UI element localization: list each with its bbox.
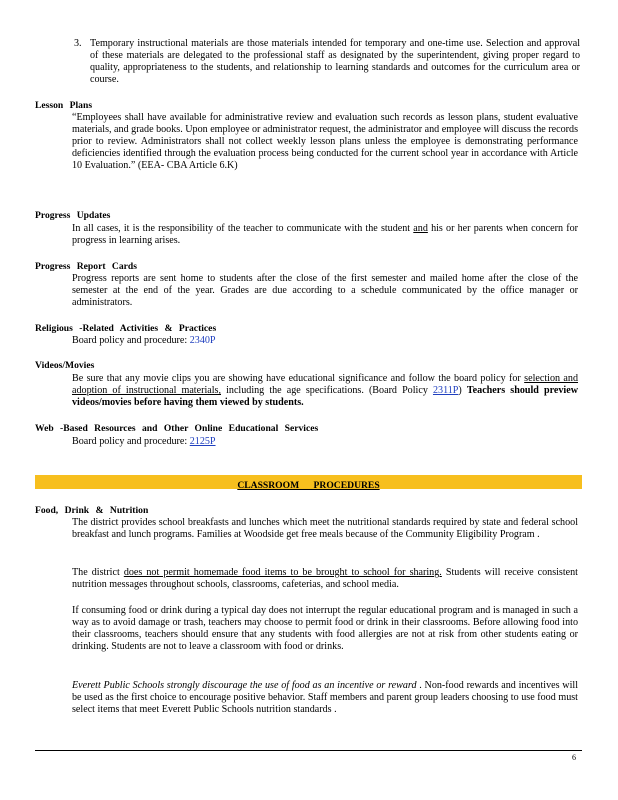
videos-bold-text: Teachers should preview videos/movies before having them viewed by students. [72, 385, 579, 409]
web-resources-label: Board policy and procedure: [72, 436, 190, 447]
food-p4-italic: Everett Public Schools strongly discourage the use of food as an incentive or reward [72, 680, 417, 691]
progress-updates-text [72, 223, 578, 247]
list-item-3 [74, 38, 580, 86]
videos-heading: Videos/Movies [35, 360, 95, 371]
videos-text [72, 373, 578, 409]
religious-text [72, 335, 578, 347]
classroom-procedures-banner [35, 475, 582, 489]
footer-rule [35, 750, 582, 751]
progress-updates-heading: Progress Updates [35, 210, 111, 221]
progress-report-cards-heading: Progress Report Cards [35, 261, 137, 272]
food-paragraph-2 [72, 567, 578, 591]
religious-label: Board policy and procedure: [72, 335, 190, 346]
videos-text-part: ) [458, 385, 467, 397]
policy-link-2125p[interactable]: 2125P [189, 436, 216, 447]
food-paragraph-4 [72, 680, 578, 716]
videos-text-part: including the age specifications. (Board Policy [221, 385, 433, 397]
food-p2-text: The district [72, 567, 124, 578]
food-paragraph-3: If consuming food or drink during a typical day does not interrupt the regular educational program and is managed in such a way as to avoid damage or trash, teachers may choose to permit food or drink in their classrooms. Before allowing food into their classrooms, teachers should ensure that any students with food allergies are not at risk from other students eating or drinking. Students are not to leave a classroom with food or drinks. [72, 605, 578, 653]
food-p4-text: . Non-food rewards and incentives will be used as the first choice to encourage positive behavior. Staff members and parent group leaders choosing to use food must select items that meet Everett Public Schools nutrition standards . [72, 680, 579, 716]
progress-updates-and: and [413, 223, 428, 234]
food-paragraph-1: The district provides school breakfasts and lunches which meet the nutritional standards required by state and federal school breakfast and lunch programs. Families at Woodside get free meals because of the Community Eligibility Program . [72, 517, 578, 541]
progress-report-cards-text: Progress reports are sent home to students after the close of the first semester and mailed home after the close of the semester at the end of the year. Grades are due according to a schedule communicated by the office manager or administrators. [72, 273, 578, 309]
videos-text-part: Be sure that any movie clips you are showing have educational significance and follow the board policy for [72, 373, 525, 384]
policy-link-2311p[interactable]: 2311P [432, 385, 459, 397]
banner-title: CLASSROOM PROCEDURES [237, 480, 380, 491]
food-p2-underlined: does not permit homemade food items to be brought to school for sharing. [123, 567, 442, 578]
page-number: 6 [572, 753, 576, 762]
web-resources-text [72, 436, 578, 448]
progress-updates-text-part: his or her parents when concern for progress in learning arises. [72, 223, 578, 247]
progress-updates-text-part: In all cases, it is the responsibility of the teacher to communicate with the student [72, 223, 414, 234]
food-heading: Food, Drink & Nutrition [35, 505, 149, 516]
religious-heading: Religious -Related Activities & Practices [35, 323, 217, 334]
lesson-plans-text: “Employees shall have available for administrative review and evaluation such records as lesson plans, student evaluative materials, and grade books. Upon employee or administrator request, the administrator and employee will discuss the records prior to review. Administrators shall not collect weekly lesson plans unless the employee is demonstrating performance deficiencies identified through the evaluation process being conducted for the current school year in accordance with Article 10 Evaluation.” (EEA- CBA Article 6.K) [72, 112, 578, 172]
policy-link-2340p[interactable]: 2340P [189, 335, 216, 346]
list-item-text: Temporary instructional materials are those materials intended for temporary and one-time use. Selection and approval of these materials are delegated to the professional staff as designated by the superintendent, giving proper regard to quality, appropriateness to the students, and relationship to learning standards and outcomes for the curriculum area or course. [90, 38, 580, 86]
web-resources-heading: Web -Based Resources and Other Online Educational Services [35, 423, 319, 434]
food-p2-text: Students will receive consistent nutrition messages throughout schools, classrooms, cafeterias, and school media. [72, 567, 578, 591]
lesson-plans-heading: Lesson Plans [35, 100, 93, 111]
list-number: 3. [74, 38, 82, 49]
videos-underlined-text: selection and adoption of instructional materials, [72, 373, 579, 397]
